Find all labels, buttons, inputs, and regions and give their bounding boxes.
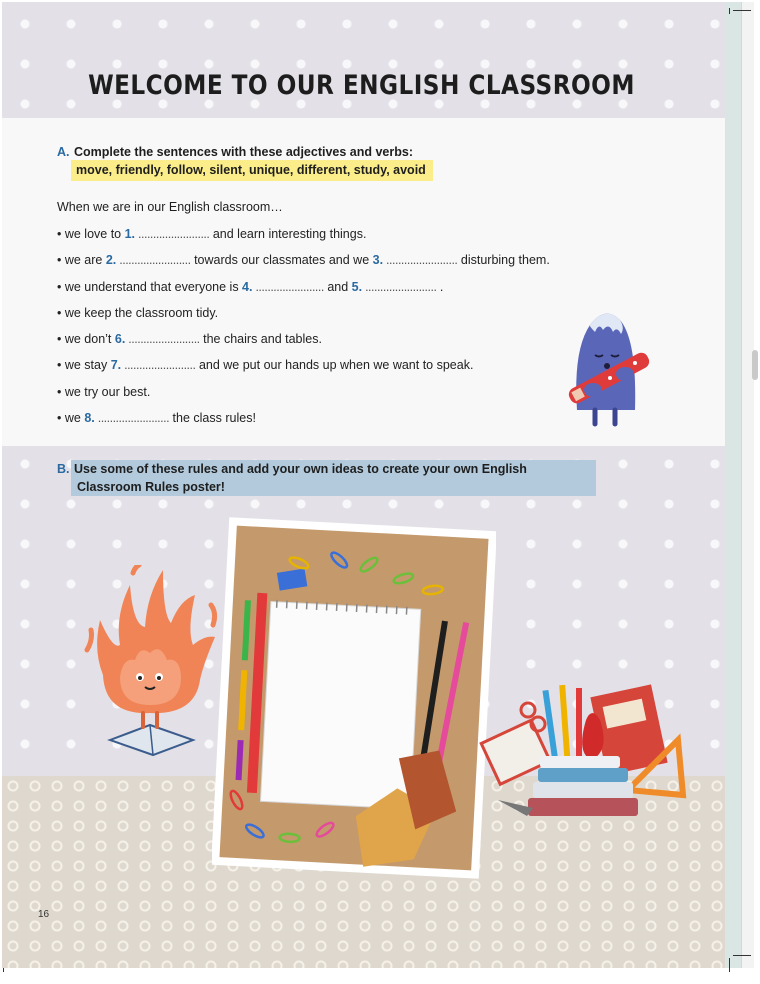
sentence-line [57, 385, 150, 399]
sentence-text: disturbing them. [457, 253, 550, 267]
section-a-instruction: Complete the sentences with these adjectives and verbs: [74, 145, 414, 159]
blank-number: 3. [372, 253, 384, 267]
blank-answer[interactable]: ........................ [125, 332, 200, 346]
scrollbar-thumb[interactable] [752, 350, 758, 380]
sentence-line [57, 358, 473, 372]
crop-mark [729, 958, 730, 972]
sentence-line [57, 411, 256, 425]
blank-number: 8. [84, 411, 95, 425]
blank-number: 4. [242, 280, 253, 294]
blank-answer[interactable]: ........................ [121, 358, 196, 372]
section-b-line2: Classroom Rules poster! [74, 478, 225, 496]
fire-mascot-on-book [75, 565, 225, 760]
sentence-text: and [323, 280, 352, 294]
sentence-line [57, 280, 443, 294]
sentence-text: • we [57, 411, 85, 425]
scroll-gutter[interactable] [741, 2, 754, 968]
sentence-line [57, 253, 550, 267]
blank-answer[interactable]: ........................ [383, 253, 458, 267]
sentence-text: • we try our best. [57, 385, 151, 399]
sentence-text: • we keep the classroom tidy. [57, 306, 219, 320]
sentence-text: and learn interesting things. [209, 227, 367, 241]
sentence-text: . [436, 280, 444, 294]
sentence-line [57, 306, 218, 320]
section-b-letter: B. [57, 462, 70, 476]
blank-number: 1. [124, 227, 136, 241]
sentence-line [57, 332, 322, 346]
blank-answer[interactable]: ........................ [135, 227, 210, 241]
blank-number: 6. [114, 332, 126, 346]
crop-mark [733, 10, 751, 11]
sentence-text: • we stay [57, 358, 111, 372]
notepad-photo [212, 516, 496, 880]
crop-mark [733, 955, 751, 956]
blank-answer[interactable]: ........................ [362, 280, 437, 294]
blank-number: 5. [351, 280, 363, 294]
intro-text: When we are in our English classroom… [57, 200, 283, 214]
blank-number: 2. [105, 253, 117, 267]
blank-answer[interactable]: ........................ [94, 411, 170, 425]
section-b-line1: Use some of these rules and add your own ideas to create your own English [74, 462, 527, 476]
sentence-text: • we don’t [57, 332, 115, 346]
sentence-text: • we are [57, 253, 106, 267]
school-supplies-illustration [478, 680, 688, 830]
sentence-text: and we put our hands up when we want to speak. [195, 358, 474, 372]
word-bank: move, friendly, follow, silent, unique, different, study, avoid [71, 160, 433, 181]
sentence-text: the class rules! [169, 411, 256, 425]
section-b-instruction [71, 460, 596, 496]
page-number: 16 [38, 909, 50, 920]
sentence-text: • we understand that everyone is [57, 280, 243, 294]
sentence-text: the chairs and tables. [199, 332, 322, 346]
sentence-text: towards our classmates and we [190, 253, 373, 267]
section-a-letter: A. [57, 145, 70, 159]
sentence-line [57, 227, 366, 241]
blank-answer[interactable]: ........................ [116, 253, 191, 267]
ghost-mascot-with-pencil [555, 300, 660, 435]
blank-number: 7. [110, 358, 122, 372]
blank-answer[interactable]: ....................... [252, 280, 324, 294]
crop-mark [729, 8, 730, 14]
page-margin-strip [725, 2, 741, 968]
page-title: WELCOME TO OUR ENGLISH CLASSROOM [88, 70, 635, 101]
sentence-text: • we love to [57, 227, 125, 241]
